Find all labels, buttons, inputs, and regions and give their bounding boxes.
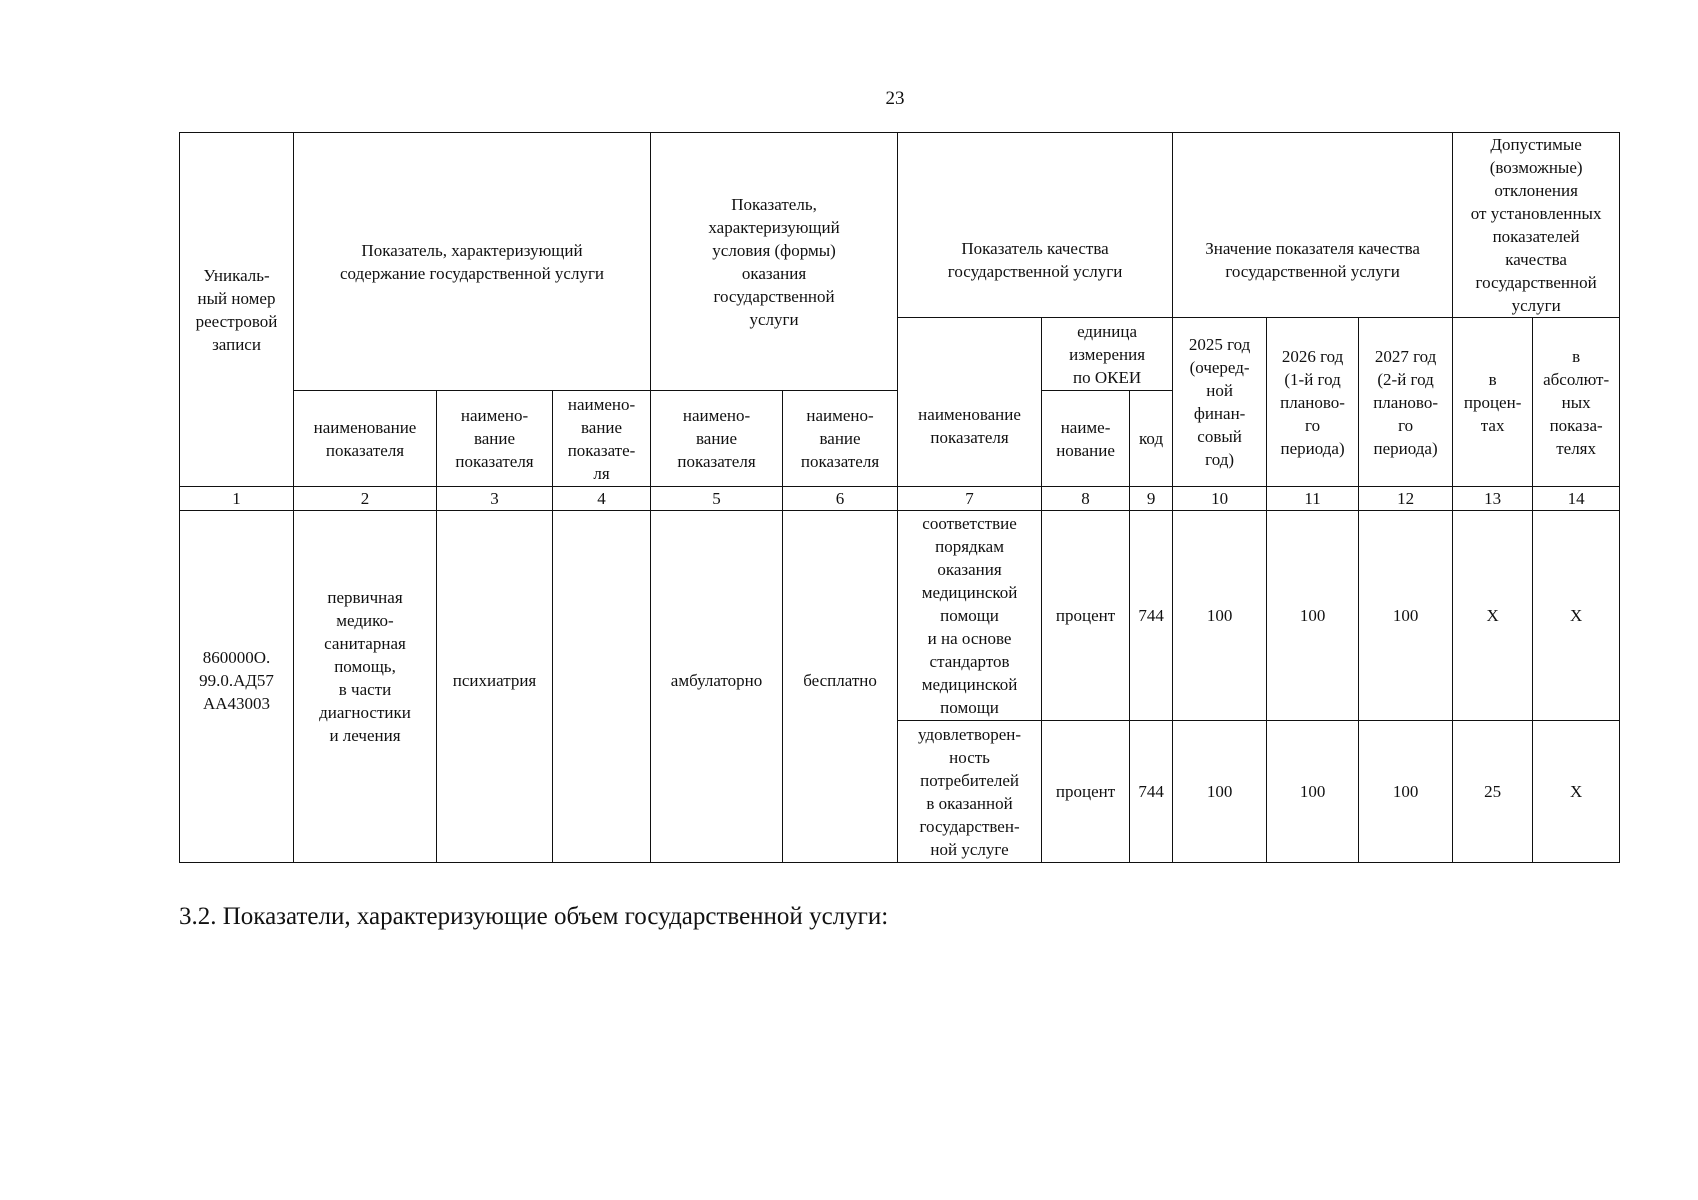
record-content-2: первичная медико- санитарная помощь, в части диагностики и лечения	[294, 511, 437, 863]
column-number: 4	[553, 487, 651, 511]
header-year-2026: 2026 год (1-й год планово- го периода)	[1267, 318, 1359, 487]
header-conditions-col-6: наимено- вание показателя	[783, 391, 898, 487]
column-number: 10	[1173, 487, 1267, 511]
quality-indicators-table	[179, 132, 1620, 863]
record-content-3: психиатрия	[437, 511, 553, 863]
indicator-deviation-percent: X	[1453, 511, 1533, 721]
record-unique-number: 860000О. 99.0.АД57 АА43003	[180, 511, 294, 863]
indicator-value-2026: 100	[1267, 511, 1359, 721]
indicator-value-2025: 100	[1173, 721, 1267, 863]
column-number: 3	[437, 487, 553, 511]
indicator-value-2025: 100	[1173, 511, 1267, 721]
column-number: 5	[651, 487, 783, 511]
column-number: 12	[1359, 487, 1453, 511]
column-number: 2	[294, 487, 437, 511]
indicator-value-2026: 100	[1267, 721, 1359, 863]
section-heading: 3.2. Показатели, характеризующие объем государственной услуги:	[179, 903, 889, 930]
column-number: 1	[180, 487, 294, 511]
column-number: 11	[1267, 487, 1359, 511]
header-quality-group: Показатель качества государственной услуги	[898, 133, 1173, 318]
table-row	[180, 511, 1620, 721]
header-values-group: Значение показателя качества государственной услуги	[1173, 133, 1453, 318]
indicator-value-2027: 100	[1359, 511, 1453, 721]
column-number: 8	[1042, 487, 1130, 511]
indicator-deviation-absolute: X	[1533, 511, 1620, 721]
record-content-4	[553, 511, 651, 863]
header-content-col-2: наименование показателя	[294, 391, 437, 487]
header-quality-name: наименование показателя	[898, 318, 1042, 487]
header-conditions-group: Показатель, характеризующий условия (формы) оказания государственной услуги	[651, 133, 898, 391]
indicator-unit-name: процент	[1042, 511, 1130, 721]
header-unit-name: наиме- нование	[1042, 391, 1130, 487]
indicator-value-2027: 100	[1359, 721, 1453, 863]
column-number: 13	[1453, 487, 1533, 511]
header-content-col-3: наимено- вание показателя	[437, 391, 553, 487]
header-content-group: Показатель, характеризующий содержание государственной услуги	[294, 133, 651, 391]
record-conditions-6: бесплатно	[783, 511, 898, 863]
header-unit-code: код	[1130, 391, 1173, 487]
header-unit-group: единица измерения по ОКЕИ	[1042, 318, 1173, 391]
column-number: 6	[783, 487, 898, 511]
column-number: 7	[898, 487, 1042, 511]
header-unique-number: Уникаль- ный номер реестровой записи	[180, 133, 294, 487]
header-content-col-4: наимено- вание показате- ля	[553, 391, 651, 487]
header-deviation-group: Допустимые (возможные) отклонения от установленных показателей качества государственной услуги	[1453, 133, 1620, 318]
header-deviation-percent: в процен- тах	[1453, 318, 1533, 487]
record-conditions-5: амбулаторно	[651, 511, 783, 863]
header-conditions-col-5: наимено- вание показателя	[651, 391, 783, 487]
header-deviation-absolute: в абсолют- ных показа- телях	[1533, 318, 1620, 487]
indicator-unit-code: 744	[1130, 511, 1173, 721]
indicator-deviation-percent: 25	[1453, 721, 1533, 863]
page-number: 23	[885, 88, 905, 109]
indicator-unit-code: 744	[1130, 721, 1173, 863]
indicator-name: удовлетворен- ность потребителей в оказанной государствен- ной услуге	[898, 721, 1042, 863]
column-number: 9	[1130, 487, 1173, 511]
header-year-2027: 2027 год (2-й год планово- го периода)	[1359, 318, 1453, 487]
header-year-2025: 2025 год (очеред- ной финан- совый год)	[1173, 318, 1267, 487]
indicator-unit-name: процент	[1042, 721, 1130, 863]
column-numbers-row	[180, 487, 1620, 511]
column-number: 14	[1533, 487, 1620, 511]
indicator-name: соответствие порядкам оказания медицинской помощи и на основе стандартов медицинской помощи	[898, 511, 1042, 721]
indicator-deviation-absolute: X	[1533, 721, 1620, 863]
